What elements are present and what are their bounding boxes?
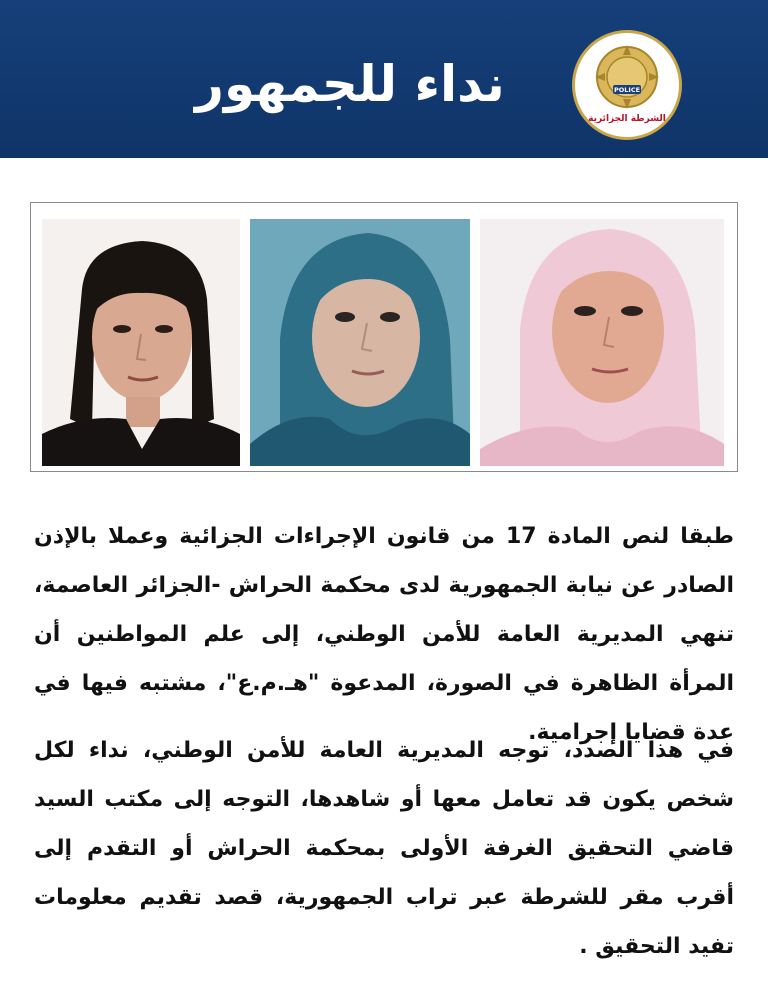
suspect-photo-3 [480,219,724,466]
notice-paragraph-2: في هذا الصدد، توجه المديرية العامة للأمن الوطني، نداء لكل شخص يكون قد تعامل معها أو شاهدها، التوجه إلى مكتب السيد قاضي التحقيق الغرفة الأولى بمحكمة الحراش أو التقدم إلى أقرب مقر للشرطة عبر تراب الجمهورية، قصد تقديم معلومات تفيد التحقيق . [34,738,734,959]
notice-paragraph-1: طبقا لنص المادة 17 من قانون الإجراءات الجزائية وعملا بالإذن الصادر عن نيابة الجمهورية لدى محكمة الحراش -الجزائر العاصمة، تنهي المديرية العامة للأمن الوطني، إلى علم المواطنين أن المرأة الظاهرة في الصورة، المدعوة "هـ.م.ع"، مشتبه فيها في عدة قضايا إجرامية. [34,524,734,745]
header-banner [0,0,768,158]
woman-portrait-pink-hijab-icon [480,219,724,466]
emblem-caption: الشرطة الجزائرية [588,114,666,124]
emblem-police-label: POLICE [613,86,641,94]
suspect-photos [30,202,738,472]
suspect-photo-1 [42,219,240,466]
woman-portrait-dark-hair-icon [42,219,240,466]
woman-portrait-blue-hijab-icon [250,219,470,466]
suspect-photo-2 [250,219,470,466]
page-title: نداء للجمهور [195,55,505,113]
police-emblem-icon [572,30,682,140]
